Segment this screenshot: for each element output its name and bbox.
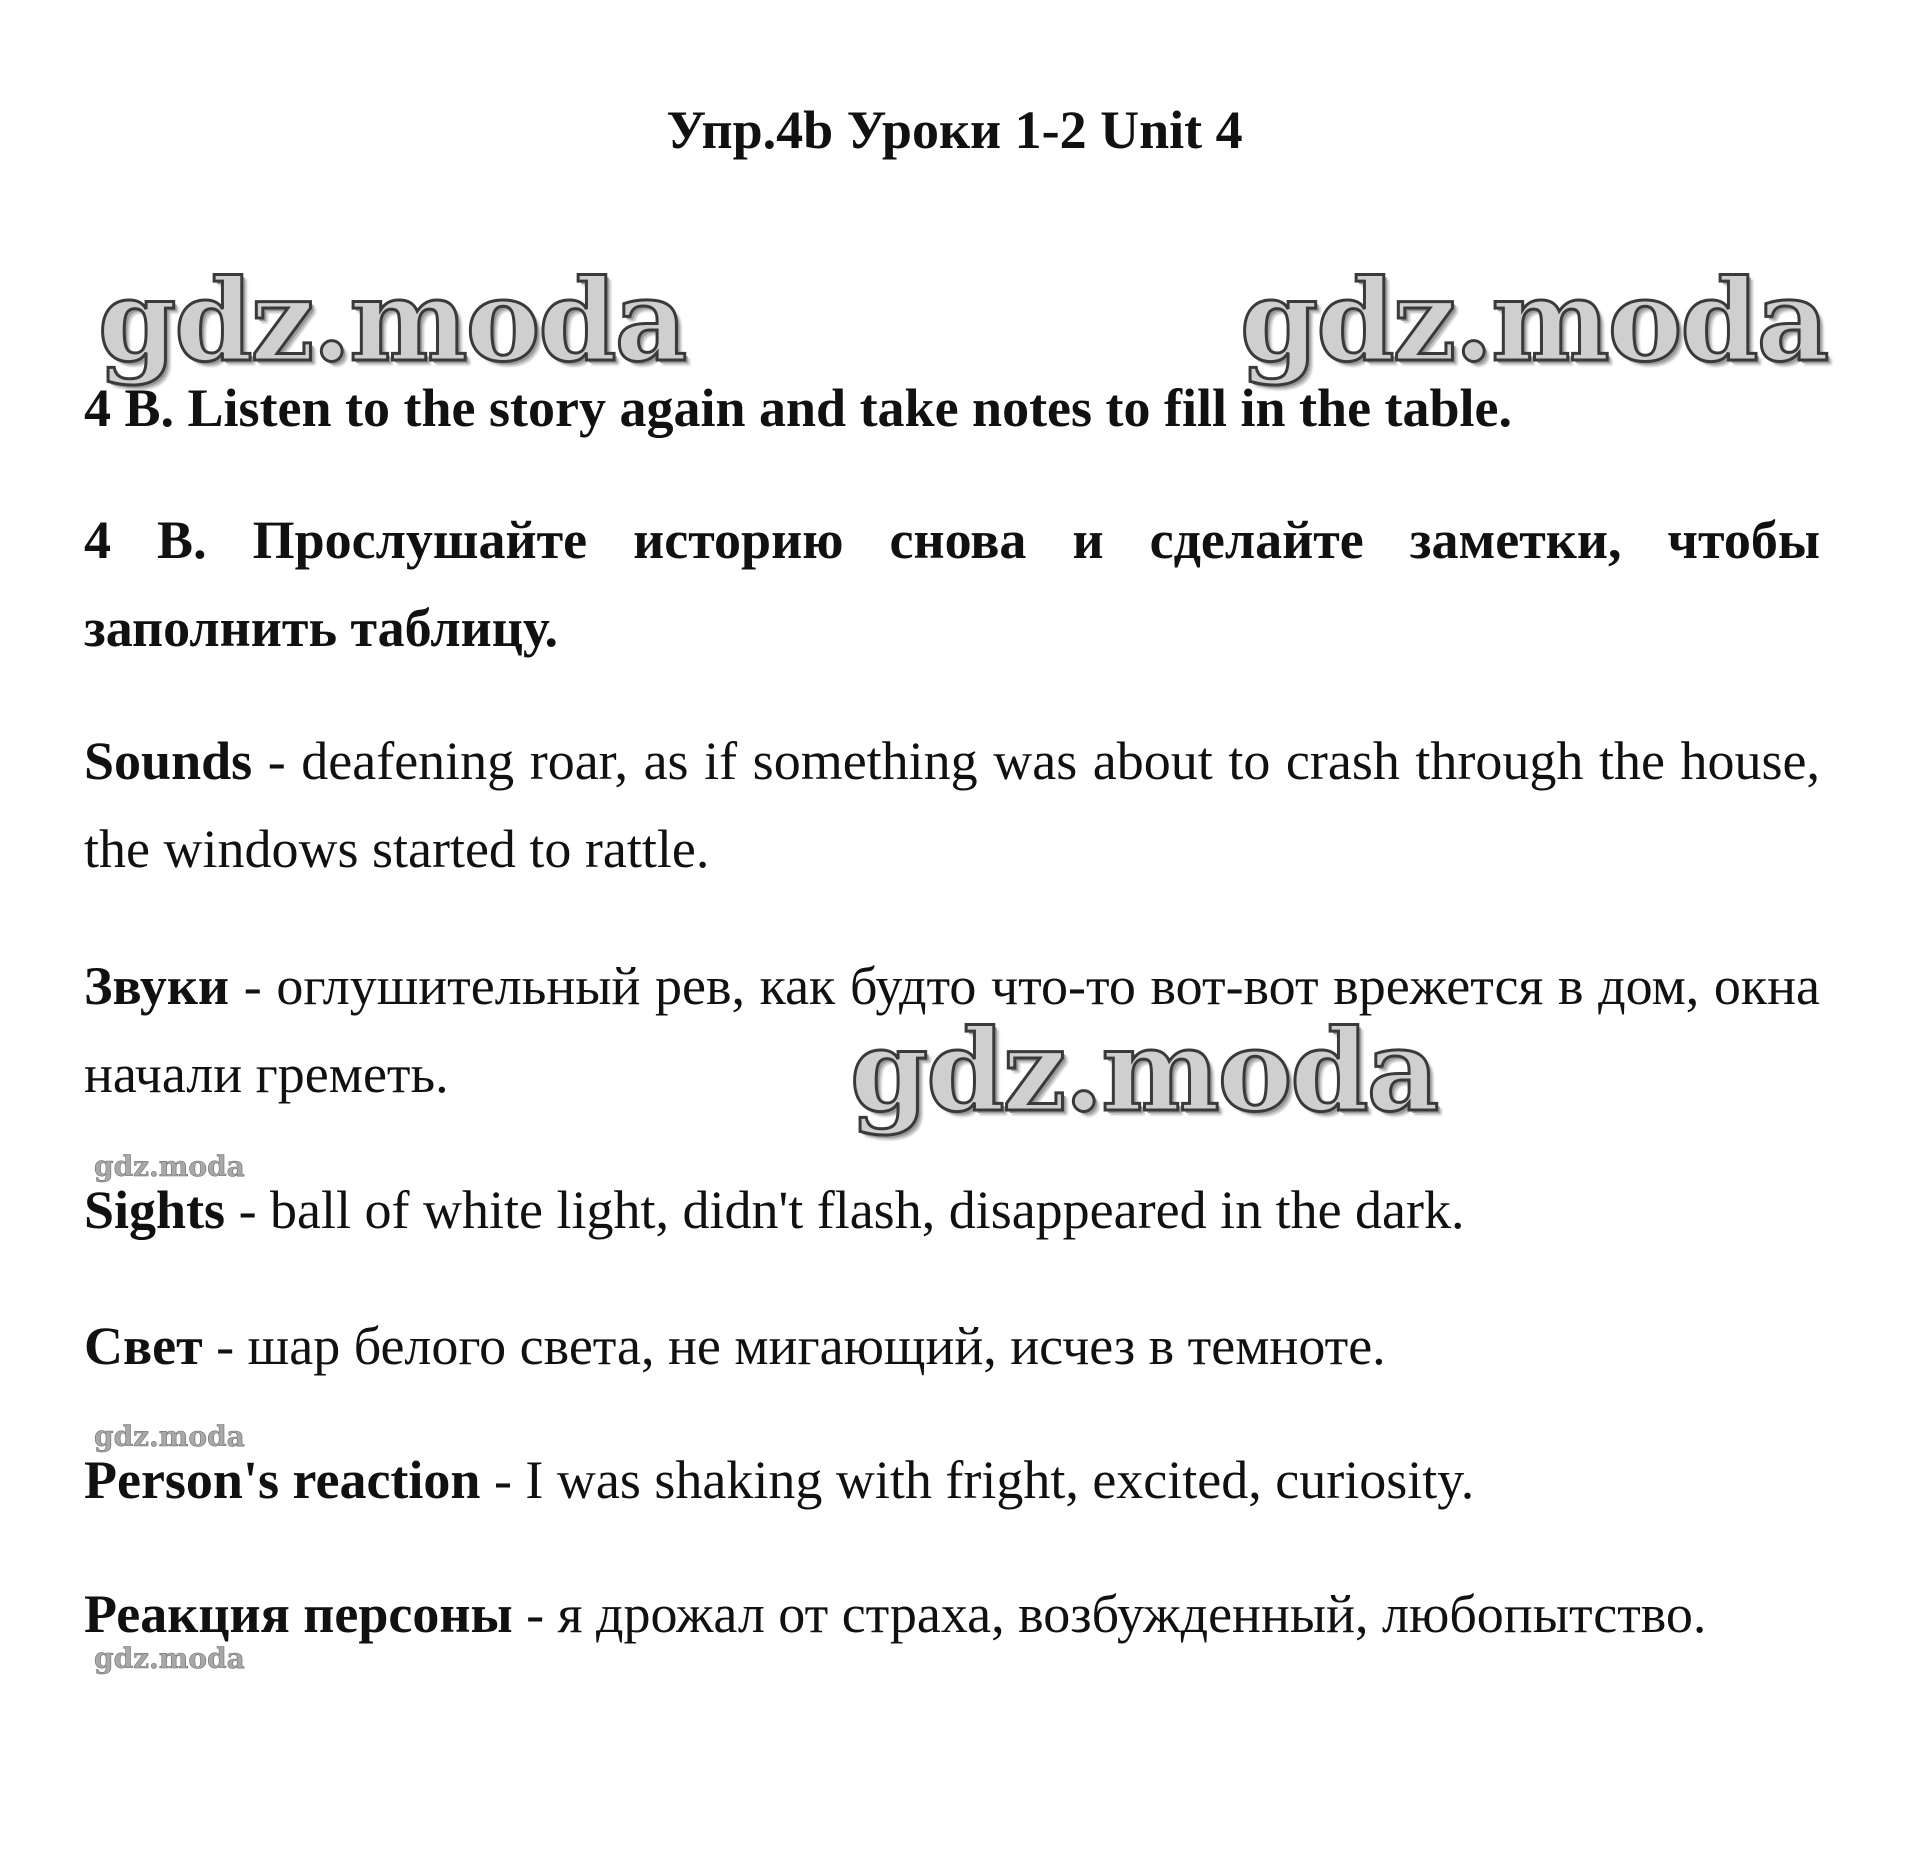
entry-text: - deafening roar, as if something was about to crash through the house, the windows started to rattle. <box>84 731 1820 879</box>
watermark-logo: gdz.moda <box>1240 256 1828 387</box>
entry-text: - шар белого света, не мигающий, исчез в темноте. <box>202 1316 1386 1376</box>
entry-text: - I was shaking with fright, excited, curiosity. <box>480 1450 1475 1510</box>
entry-reaktsiya <box>84 1570 1820 1658</box>
entry-term: Person's reaction <box>84 1450 481 1510</box>
watermark-small: gdz.moda <box>94 1150 245 1183</box>
watermark-logo: gdz.moda <box>98 256 686 387</box>
watermark-small: gdz.moda <box>94 1420 245 1453</box>
entry-svet <box>84 1302 1820 1390</box>
entry-text: - ball of white light, didn't flash, disappeared in the dark. <box>225 1180 1465 1240</box>
entry-term: Звуки <box>84 956 230 1016</box>
entry-sounds <box>84 717 1820 893</box>
entry-term: Свет <box>84 1316 203 1376</box>
task-russian: 4 B. Прослушайте историю снова и сделайте заметки, чтобы заполнить таблицу. <box>84 510 1820 658</box>
task-english: 4 B. Listen to the story again and take notes to fill in the table. <box>84 378 1513 438</box>
entry-zvuki <box>84 942 1820 1118</box>
entry-term: Реакция персоны <box>84 1584 513 1644</box>
entry-term: Sounds <box>84 731 253 791</box>
page-title: Упр.4b Уроки 1-2 Unit 4 <box>666 100 1243 160</box>
entry-text: - я дрожал от страха, возбужденный, любопытство. <box>512 1584 1707 1644</box>
entry-text: - оглушительный рев, как будто что-то вот-вот врежется в дом, окна начали греметь. <box>84 956 1820 1104</box>
watermark-logo: gdz.moda <box>850 1006 1438 1137</box>
entry-sights <box>84 1166 1820 1254</box>
entry-term: Sights <box>84 1180 226 1240</box>
entry-reaction <box>84 1436 1820 1524</box>
watermark-small: gdz.moda <box>94 1642 245 1675</box>
